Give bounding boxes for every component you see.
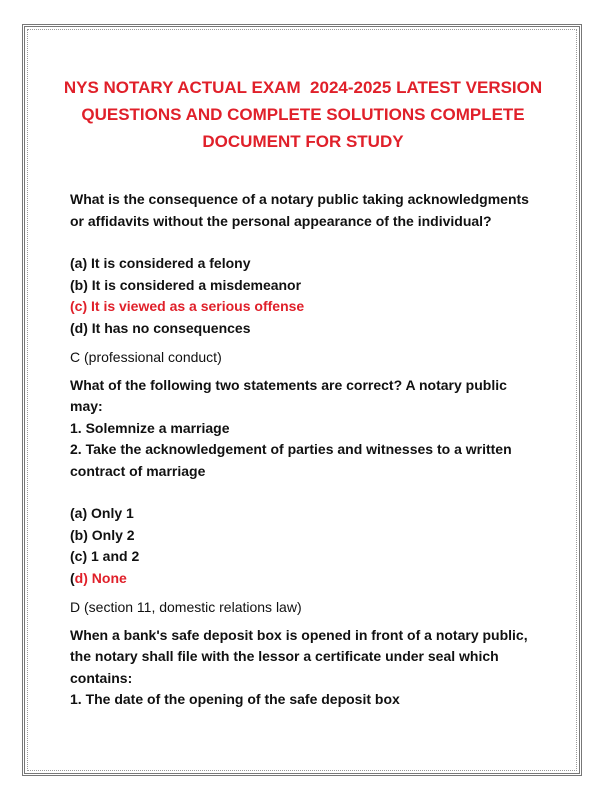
option-a: (a) Only 1 xyxy=(70,505,134,521)
question-line: or affidavits without the personal appearance of the individual? xyxy=(70,212,492,229)
question-line: contains: xyxy=(70,669,133,686)
question-line: What is the consequence of a notary public taking acknowledgments xyxy=(70,191,529,207)
option-b: (b) It is considered a misdemeanor xyxy=(70,276,302,293)
option-d-correct xyxy=(70,568,540,590)
answer-1: C (professional conduct) xyxy=(70,349,222,365)
question-2 xyxy=(70,375,540,483)
question-3 xyxy=(70,625,540,711)
question-line: 1. Solemnize a marriage xyxy=(70,419,230,436)
question-line: the notary shall file with the lessor a certificate under seal which xyxy=(70,648,499,664)
option-d-text: d) None xyxy=(74,569,127,586)
title-line: NYS NOTARY ACTUAL EXAM 2024-2025 LATEST VERSION xyxy=(63,78,543,97)
document-title xyxy=(40,74,566,155)
question-2-options xyxy=(70,503,540,589)
question-line: 2. Take the acknowledgement of parties and witnesses to a written xyxy=(70,441,512,457)
option-c-correct: (c) It is viewed as a serious offense xyxy=(70,298,305,314)
answer-2: D (section 11, domestic relations law) xyxy=(70,599,302,615)
title-line: DOCUMENT FOR STUDY xyxy=(202,132,404,151)
option-c: (c) 1 and 2 xyxy=(70,548,140,564)
option-a: (a) It is considered a felony xyxy=(70,255,251,271)
question-line: may: xyxy=(70,398,103,414)
question-line: 1. The date of the opening of the safe deposit box xyxy=(70,691,400,707)
question-1-options xyxy=(70,253,540,339)
question-line: What of the following two statements are correct? A notary public xyxy=(70,376,507,393)
option-d-prefix: ( xyxy=(70,569,75,586)
question-line: contract of marriage xyxy=(70,462,206,479)
question-1 xyxy=(70,189,540,232)
question-line: When a bank's safe deposit box is opened in front of a notary public, xyxy=(70,626,528,643)
option-d: (d) It has no consequences xyxy=(70,319,251,336)
document-body xyxy=(70,189,540,711)
title-line: QUESTIONS AND COMPLETE SOLUTIONS COMPLETE xyxy=(81,105,525,124)
option-b: (b) Only 2 xyxy=(70,526,135,543)
